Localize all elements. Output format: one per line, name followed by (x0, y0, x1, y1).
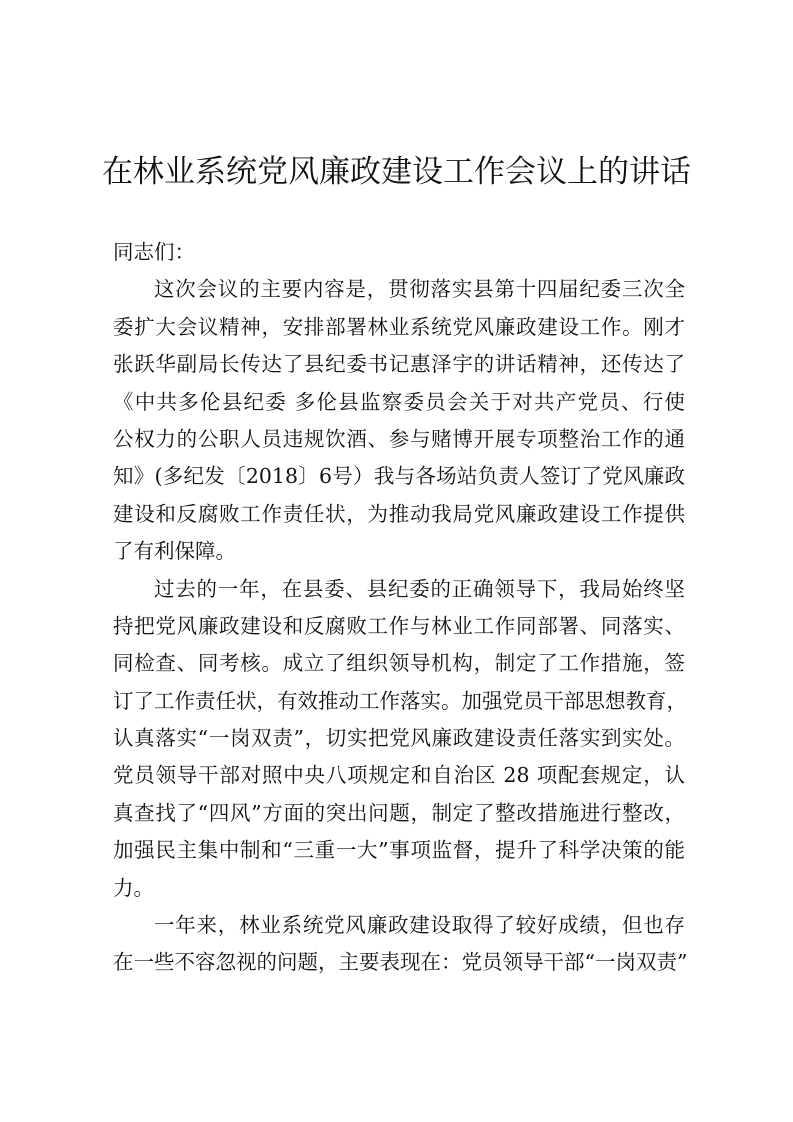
paragraph-line: 《中共多伦县纪委 多伦县监察委员会关于对共产党员、行使 (113, 389, 685, 414)
paragraph-line: 同检查、同考核。成立了组织领导机构，制定了工作措施，签 (113, 651, 685, 676)
salutation: 同志们： (113, 240, 195, 264)
paragraph-line: 加强民主集中制和“三重一大”事项监督，提升了科学决策的能 (113, 838, 685, 863)
paragraph-line: 在一些不容忽视的问题，主要表现在：党员领导干部“一岗双责” (113, 950, 688, 975)
paragraph-line: 党员领导干部对照中央八项规定和自治区 28 项配套规定，认 (113, 763, 685, 788)
paragraph-line: 这次会议的主要内容是，贯彻落实县第十四届纪委三次全 (154, 277, 685, 302)
document-title: 在林业系统党风廉政建设工作会议上的讲话 (102, 154, 691, 190)
paragraph-2 (113, 571, 685, 908)
paragraph-line: 过去的一年，在县委、县纪委的正确领导下，我局始终坚 (154, 576, 685, 601)
paragraph-line: 持把党风廉政建设和反腐败工作与林业工作同部署、同落实、 (113, 613, 685, 638)
paragraph-line: 张跃华副局长传达了县纪委书记惠泽宇的讲话精神，还传达了 (113, 352, 685, 377)
paragraph-line: 真查找了“四风”方面的突出问题，制定了整改措施进行整改， (113, 800, 685, 825)
paragraph-line: 一年来，林业系统党风廉政建设取得了较好成绩，但也存 (154, 913, 685, 938)
paragraph-line: 认真落实“一岗双责”，切实把党风廉政建设责任落实到实处。 (113, 726, 685, 751)
paragraph-line: 委扩大会议精神，安排部署林业系统党风廉政建设工作。刚才 (113, 314, 685, 339)
paragraph-line: 建设和反腐败工作责任状，为推动我局党风廉政建设工作提供 (113, 501, 685, 526)
paragraph-1 (113, 271, 685, 570)
paragraph-line: 了有利保障。 (113, 539, 236, 564)
paragraph-3 (113, 907, 688, 982)
paragraph-line: 公权力的公职人员违规饮酒、参与赌博开展专项整治工作的通 (113, 426, 685, 451)
paragraph-line: 知》(多纪发〔2018〕6号）我与各场站负责人签订了党风廉政 (113, 464, 685, 489)
document-body (113, 234, 688, 982)
paragraph-line: 力。 (113, 875, 154, 900)
paragraph-line: 订了工作责任状，有效推动工作落实。加强党员干部思想教育， (113, 688, 687, 713)
